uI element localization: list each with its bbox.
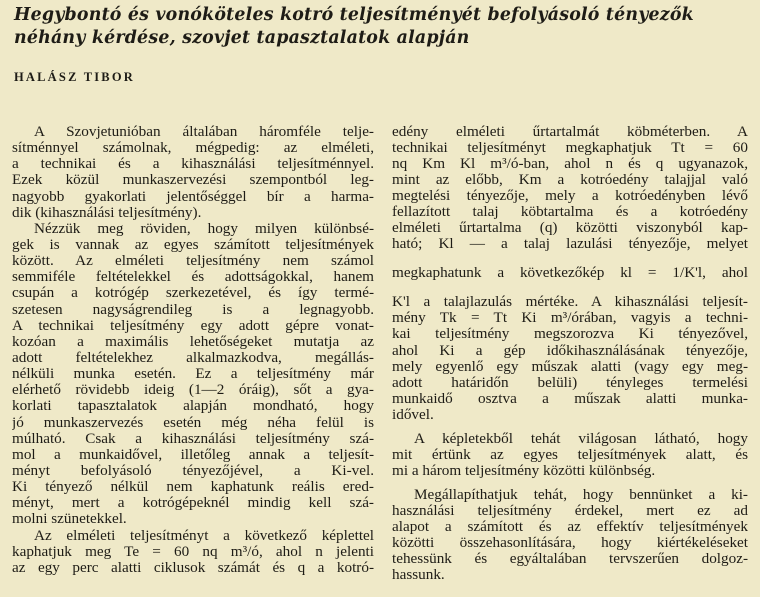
text-line: nq Km Kl m³/ó-ban, ahol n és q ugyanazok, xyxy=(392,156,748,173)
text-line: tehessünk és egyáltalában tervszerűen dolgoz- xyxy=(392,551,748,568)
paragraph-gap xyxy=(392,423,748,431)
text-line: elméleti űrtartalma (q) közötti viszonyból kap- xyxy=(392,220,748,237)
text-line: mi a három teljesítmény közötti különbség. xyxy=(392,462,656,479)
article-title xyxy=(14,4,754,50)
text-line: ahol Ki a gép időkihasználásának tényezője, xyxy=(392,342,748,359)
text-line: Ezek közül munkaszervezési szempontból leg- xyxy=(12,172,374,189)
title-line-1: Hegybontó és vonóköteles kotró teljesítményét befolyásoló tényezők xyxy=(14,5,694,25)
text-line: kai teljesítmény megszorozva Ki tényezővel, xyxy=(392,326,748,343)
text-line: alapot a számított és az effektív teljesítmények xyxy=(392,518,748,535)
text-line: fellazított talaj köbtartalma és a kotróedény xyxy=(392,204,748,221)
text-line: adott feltételekhez alkalmazkodva, megállás- xyxy=(12,349,374,366)
paragraph-2 xyxy=(12,221,374,528)
text-line: kaphatjuk meg Te = 60 nq m³/ó, ahol n jelenti xyxy=(12,543,374,560)
text-line: a technikai és a kihasználási teljesítménnyel. xyxy=(12,156,374,173)
left-column xyxy=(12,124,374,576)
text-line: megtelési tényezője, mely a kotróedényben lévő xyxy=(392,188,748,205)
text-line: A Szovjetunióban általában háromféle telje- xyxy=(34,124,374,140)
text-line: kozóan a maximális lehetőségeket mutatja az xyxy=(12,333,374,350)
text-line: Az elméleti teljesítményt a következő képlettel xyxy=(34,527,374,544)
text-line: nélküli munka esetén. Ez a teljesítmény már xyxy=(12,366,374,383)
text-line: Megállapíthatjuk tehát, hogy bennünket a ki- xyxy=(414,486,748,503)
formula-line: megkaphatunk a következőkép kl = 1/K'l, ahol xyxy=(392,264,748,282)
text-line: az egy perc alatti ciklusok számát és q a kotró- xyxy=(12,559,374,576)
text-line: gek is vannak az egyes számított teljesítmények xyxy=(12,236,374,253)
text-line: nagyobb gyakorlati jelentőséggel bír a harma- xyxy=(12,188,374,205)
text-line: ményt, mert a kotrógépeknél mindig kell szá- xyxy=(12,495,374,512)
text-line: dik (kihasználási teljesítmény). xyxy=(12,204,202,221)
text-line: ményt befolyásoló tényezőjével, a Ki-vel. xyxy=(12,462,374,479)
text-line: jó munkaszervezés esetén még néha felül is xyxy=(12,414,374,431)
paragraph-3 xyxy=(12,528,374,576)
text-line: használási teljesítmény érdekel, mert ez ad xyxy=(392,502,748,519)
text-line: A technikai teljesítmény egy adott gépre vonat- xyxy=(12,317,374,334)
text-line: között. Az elméleti teljesítmény nem számol xyxy=(12,253,374,270)
paragraph-1 xyxy=(12,124,374,221)
text-line: szetesen nagyságrendileg is a legnagyobb. xyxy=(12,301,374,318)
text-line: munkaidő osztva a műszak alatti munka- xyxy=(392,390,748,407)
text-line: mény Tk = Tt Ki m³/órában, vagyis a techni- xyxy=(392,310,748,327)
right-column xyxy=(392,124,748,583)
paragraph-4 xyxy=(392,124,748,423)
paragraph-6 xyxy=(392,487,748,583)
text-line: technikai teljesítményt megkaphatjuk Tt = 60 xyxy=(392,140,748,157)
text-line: mely egyenlő egy műszak alatti (vagy egy meg- xyxy=(392,358,748,375)
text-line: Ki tényező nélkül nem kaphatunk reális ered- xyxy=(12,479,374,496)
author-name: HALÁSZ TIBOR xyxy=(14,70,135,84)
text-line: mit értünk az egyes teljesítmények alatt, és xyxy=(392,446,748,463)
text-line: múlható. Csak a kihasználási teljesítmény szá- xyxy=(12,430,374,447)
text-line: mint az előbb, Km a kotróedény talajjal való xyxy=(392,172,748,189)
text-line: molni szünetekkel. xyxy=(12,511,127,528)
text-line: semmiféle feltételekkel és adottságokkal, hanem xyxy=(12,269,374,286)
text-line: elérhető rövidebb ideig (1—2 óráig), sőt a gya- xyxy=(12,382,374,399)
text-line: Nézzük meg röviden, hogy milyen különbsé- xyxy=(34,220,374,237)
text-line: csupán a kotrógép szerkezetével, és így termé- xyxy=(12,285,374,302)
text-line: edény elméleti űrtartalmát köbméterben. A xyxy=(392,124,748,140)
text-line: A képletekből tehát világosan látható, hogy xyxy=(414,430,748,447)
text-line: mol a munkaidővel, illetőleg annak a teljesít- xyxy=(12,446,374,463)
text-line: sítménnyel számolnak, mégpedig: az elméleti, xyxy=(12,140,374,157)
paragraph-gap xyxy=(392,479,748,487)
text-line: közötti összehasonlítására, hogy kiértékeléseket xyxy=(392,535,748,552)
text-line: idővel. xyxy=(392,406,434,423)
title-line-2: néhány kérdése, szovjet tapasztalatok alapján xyxy=(14,28,470,48)
text-line: ható; Kl — a talaj lazulási tényezője, melyet xyxy=(392,236,748,253)
text-line: adott határidőn belüli) tényleges termelési xyxy=(392,374,748,391)
text-line: korlati tapasztalatok alapján mondható, hogy xyxy=(12,398,374,415)
text-line: hassunk. xyxy=(392,567,445,584)
text-line: K'l a talajlazulás mértéke. A kihasználási teljesít- xyxy=(392,294,748,311)
paragraph-5 xyxy=(392,431,748,479)
